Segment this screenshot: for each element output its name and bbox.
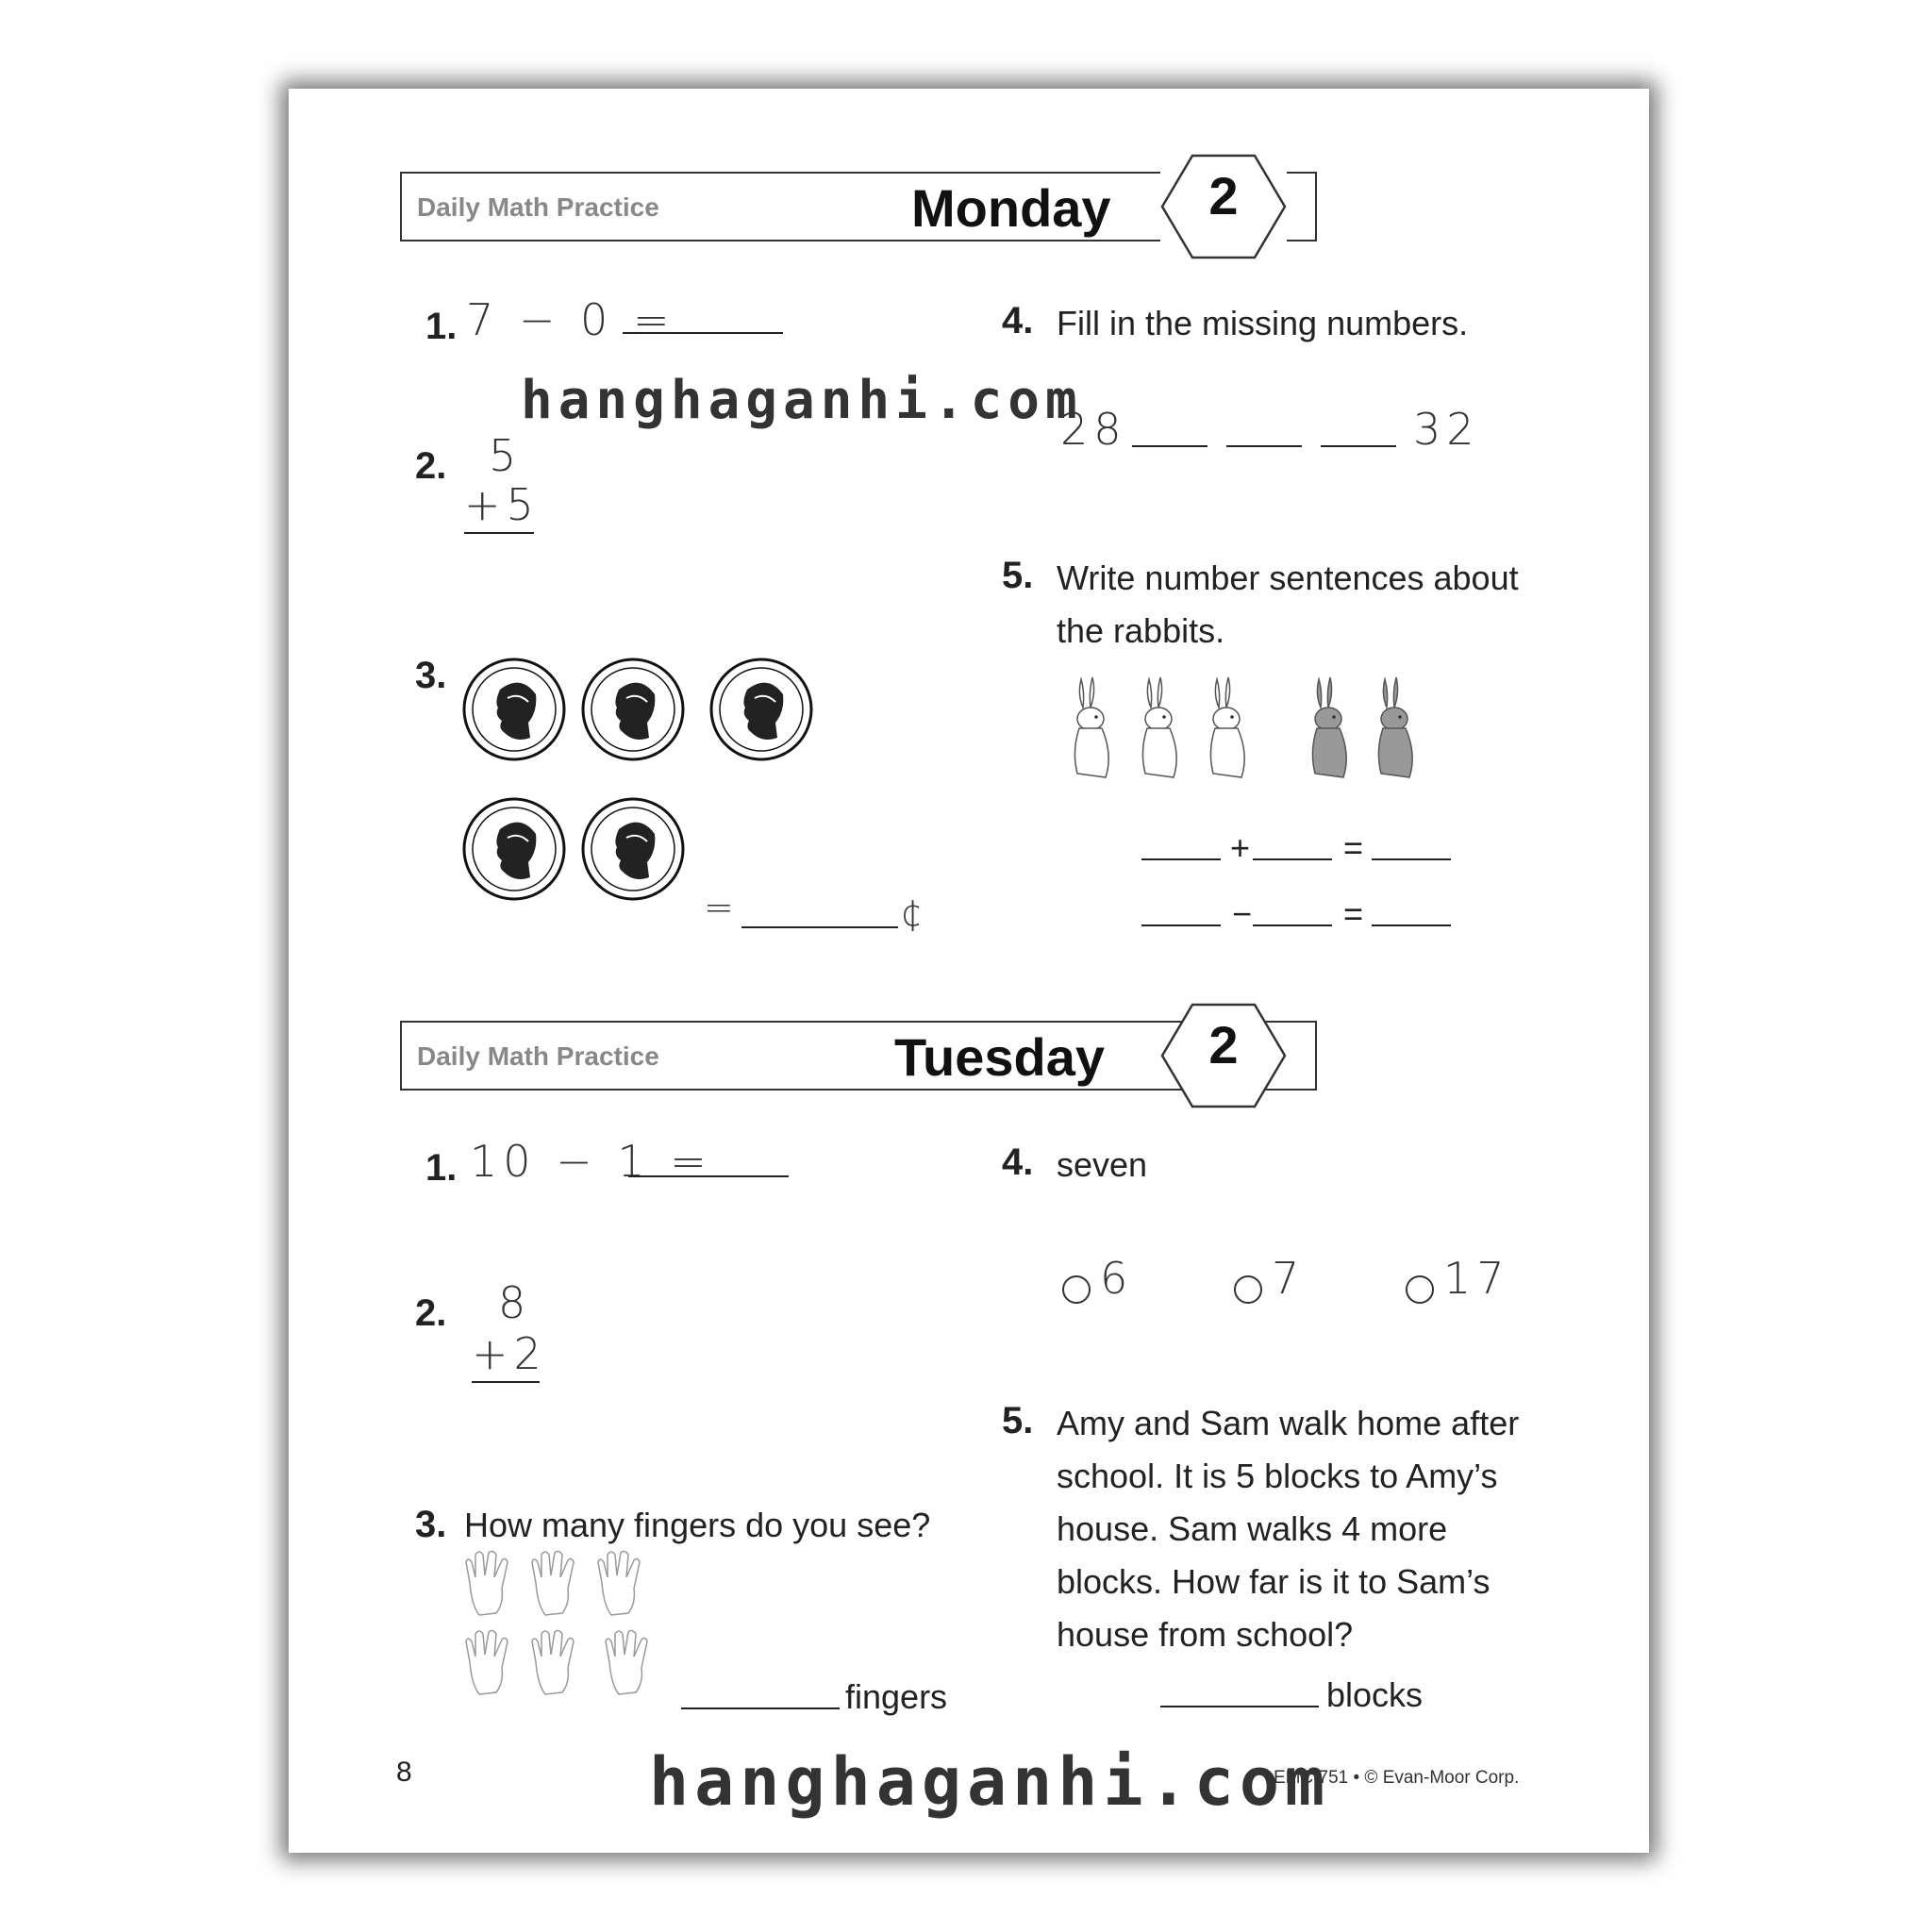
option-label: 6 bbox=[1100, 1253, 1134, 1304]
hand-icon bbox=[606, 1630, 647, 1694]
question-number: 2. bbox=[415, 445, 447, 487]
question-text-line: house. Sam walks 4 more bbox=[1057, 1509, 1448, 1548]
page-number: 8 bbox=[396, 1757, 412, 1788]
question-text-line: blocks. How far is it to Sam’s bbox=[1057, 1562, 1491, 1601]
hand-icon bbox=[532, 1551, 574, 1615]
rabbit-icon bbox=[1210, 677, 1244, 777]
week-hexagon bbox=[1160, 1003, 1287, 1108]
question-number: 2. bbox=[415, 1292, 447, 1334]
answer-blank[interactable] bbox=[1141, 858, 1221, 860]
dime-icon bbox=[583, 659, 683, 759]
week-number: 2 bbox=[1208, 166, 1239, 225]
question-word: seven bbox=[1057, 1145, 1148, 1184]
option-label: 17 bbox=[1443, 1253, 1510, 1304]
answer-blank[interactable] bbox=[628, 1175, 789, 1177]
answer-blank[interactable] bbox=[623, 332, 783, 334]
day-title: Monday bbox=[911, 178, 1111, 238]
question-number: 4. bbox=[1002, 1141, 1034, 1183]
addend-bottom: +5 bbox=[464, 479, 540, 530]
dime-icon bbox=[711, 659, 811, 759]
answer-blank[interactable] bbox=[1253, 924, 1332, 926]
rabbit-icon bbox=[1074, 677, 1108, 777]
hand-icon bbox=[466, 1630, 508, 1694]
radio-circle-icon[interactable] bbox=[1406, 1275, 1434, 1304]
answer-blank[interactable] bbox=[1160, 1706, 1319, 1707]
answer-unit: fingers bbox=[845, 1677, 948, 1716]
dime-icon bbox=[583, 799, 683, 899]
plus-sign: + bbox=[1230, 828, 1251, 867]
answer-blank[interactable] bbox=[1372, 858, 1451, 860]
option-label: 7 bbox=[1272, 1253, 1306, 1304]
addend-top: 5 bbox=[489, 430, 523, 481]
question-number: 3. bbox=[415, 1504, 447, 1545]
question-text: How many fingers do you see? bbox=[464, 1506, 931, 1544]
coin-group bbox=[462, 657, 821, 911]
answer-blank[interactable] bbox=[1253, 858, 1332, 860]
radio-circle-icon[interactable] bbox=[1234, 1275, 1262, 1304]
equals-sign: = bbox=[704, 887, 740, 928]
cent-sign: ¢ bbox=[900, 892, 929, 934]
answer-blank[interactable] bbox=[1321, 445, 1396, 447]
answer-blank[interactable] bbox=[1372, 924, 1451, 926]
equation: 10 − 1 = bbox=[470, 1136, 712, 1187]
question-text-line: Amy and Sam walk home after bbox=[1057, 1404, 1520, 1442]
equals-sign: = bbox=[1343, 828, 1364, 867]
question-number: 1. bbox=[425, 306, 458, 347]
hand-icon bbox=[598, 1551, 640, 1615]
question-number: 4. bbox=[1002, 300, 1034, 341]
question-text: Fill in the missing numbers. bbox=[1057, 304, 1469, 342]
question-number: 5. bbox=[1002, 1400, 1034, 1441]
minus-sign: − bbox=[1232, 894, 1253, 933]
copyright-credit: EMC 751 • © Evan-Moor Corp. bbox=[1274, 1768, 1520, 1788]
question-text: Write number sentences about bbox=[1057, 558, 1519, 597]
equals-sign: = bbox=[1343, 894, 1364, 933]
banner-label: Daily Math Practice bbox=[417, 1041, 659, 1071]
week-hexagon bbox=[1160, 154, 1287, 259]
answer-blank[interactable] bbox=[741, 926, 898, 928]
dime-icon bbox=[464, 799, 564, 899]
watermark-text: hanghaganhi.com bbox=[521, 370, 1083, 431]
addend-bottom: +2 bbox=[472, 1328, 547, 1379]
question-number: 3. bbox=[415, 655, 447, 696]
worksheet-page bbox=[289, 89, 1649, 1853]
week-number: 2 bbox=[1208, 1015, 1239, 1074]
sum-line bbox=[464, 532, 534, 534]
addend-top: 8 bbox=[498, 1277, 532, 1328]
rabbit-icon bbox=[1142, 677, 1176, 777]
day-title: Tuesday bbox=[894, 1027, 1106, 1087]
sequence-end: 32 bbox=[1413, 404, 1480, 455]
question-text: the rabbits. bbox=[1057, 611, 1225, 650]
question-text-line: house from school? bbox=[1057, 1615, 1354, 1654]
hands-group bbox=[462, 1549, 679, 1700]
rabbit-icon bbox=[1378, 677, 1412, 777]
question-text-line: school. It is 5 blocks to Amy’s bbox=[1057, 1457, 1498, 1495]
sum-line bbox=[472, 1381, 540, 1383]
question-number: 1. bbox=[425, 1147, 458, 1189]
rabbit-group bbox=[1068, 675, 1464, 792]
option-7[interactable] bbox=[1234, 1253, 1305, 1304]
option-17[interactable] bbox=[1406, 1253, 1510, 1304]
rabbit-icon bbox=[1312, 677, 1346, 777]
hand-icon bbox=[466, 1551, 508, 1615]
answer-blank[interactable] bbox=[1226, 445, 1302, 447]
watermark-text: hanghaganhi.com bbox=[649, 1743, 1331, 1821]
equation: 7 − 0 = bbox=[466, 294, 675, 345]
sequence-start: 28 bbox=[1060, 404, 1127, 455]
banner-label: Daily Math Practice bbox=[417, 192, 659, 222]
radio-circle-icon[interactable] bbox=[1062, 1275, 1091, 1304]
answer-unit: blocks bbox=[1326, 1675, 1424, 1714]
question-number: 5. bbox=[1002, 555, 1034, 596]
answer-blank[interactable] bbox=[1132, 445, 1208, 447]
option-6[interactable] bbox=[1062, 1253, 1133, 1304]
hand-icon bbox=[532, 1630, 574, 1694]
answer-blank[interactable] bbox=[681, 1707, 840, 1709]
dime-icon bbox=[464, 659, 564, 759]
answer-blank[interactable] bbox=[1141, 924, 1221, 926]
